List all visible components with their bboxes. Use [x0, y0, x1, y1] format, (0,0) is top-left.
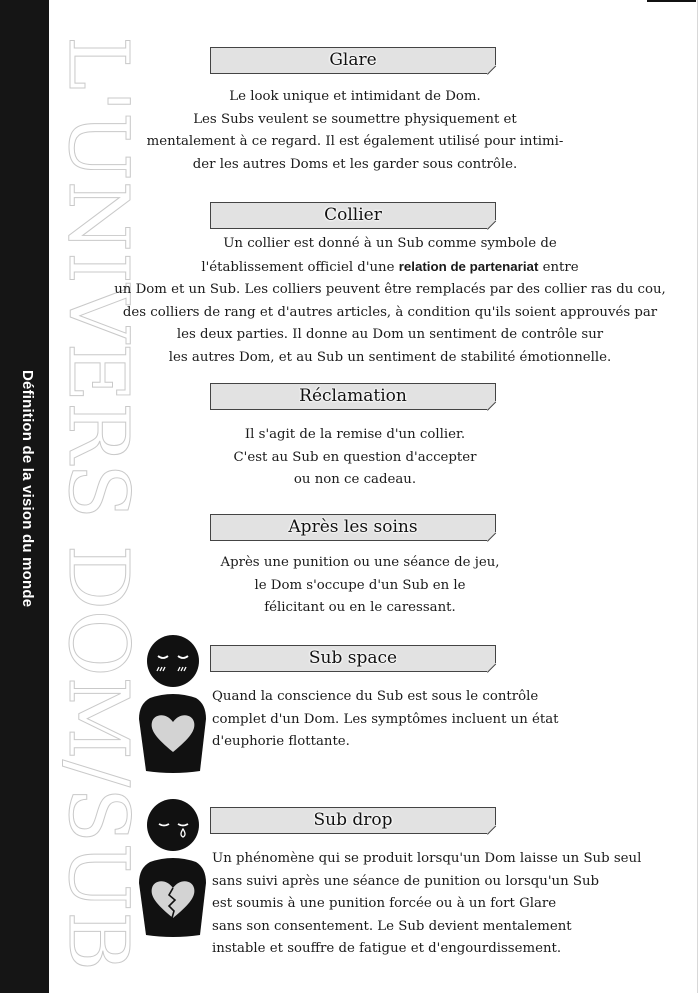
body-line: les deux parties. Il donne au Dom un sentiment de contrôle sur — [176, 327, 604, 342]
body-line: d'euphorie flottante. — [212, 734, 350, 749]
body-line-end: entre — [542, 259, 579, 275]
page-curl-icon — [487, 220, 496, 229]
section-banner-reclamation — [210, 383, 496, 410]
section-banner-sub-drop — [210, 807, 496, 834]
body-line: les autres Dom, et au Sub un sentiment de stabilité émotionnelle. — [168, 349, 612, 365]
section-body-glare — [130, 86, 580, 176]
body-line: C'est au Sub en question d'accepter — [233, 449, 477, 465]
section-title: Glare — [329, 50, 377, 70]
section-title: Collier — [324, 205, 382, 225]
watermark-text: L'UNIVERS DOM/SUB — [50, 36, 145, 980]
body-line: Un collier est donné à un Sub comme symbole de — [223, 236, 557, 251]
section-body-sub-drop — [212, 848, 641, 961]
crying-figure-broken-heart-icon — [136, 798, 206, 952]
body-line: sans suivi après une séance de punition ou lorsqu'un Sub — [212, 873, 600, 889]
watermark-title — [50, 34, 145, 980]
body-line: Les Subs veulent se soumettre physiquement et — [193, 111, 517, 127]
body-line: le Dom s'occupe d'un Sub en le — [254, 577, 466, 593]
page-curl-icon — [487, 401, 496, 410]
section-title: Réclamation — [299, 386, 407, 406]
body-line: Le look unique et intimidant de Dom. — [229, 89, 481, 104]
section-banner-glare — [210, 47, 496, 74]
body-line: sans son consentement. Le Sub devient mentalement — [212, 918, 572, 934]
body-line: mentalement à ce regard. Il est également utilisé pour intimi- — [146, 134, 564, 149]
page-curl-icon — [487, 532, 496, 541]
body-line: Un phénomène qui se produit lorsqu'un Dom laisse un Sub seul — [212, 851, 642, 866]
body-line: félicitant ou en le caressant. — [264, 600, 456, 615]
body-line: un Dom et un Sub. Les colliers peuvent être remplacés par des collier ras du cou, — [114, 282, 666, 297]
body-line: Après une punition ou une séance de jeu, — [220, 555, 500, 570]
body-line: der les autres Doms et les garder sous contrôle. — [192, 156, 518, 172]
body-line: complet d'un Dom. Les symptômes incluent un état — [212, 711, 559, 727]
body-line: des colliers de rang et d'autres articles, à condition qu'ils soient approuvés par — [122, 304, 658, 320]
section-body-collier — [90, 233, 690, 369]
body-line: instable et souffre de fatigue et d'engourdissement. — [212, 941, 562, 956]
body-line-start: l'établissement officiel d'une — [201, 259, 395, 275]
section-banner-apres-les-soins — [210, 514, 496, 541]
body-line: Quand la conscience du Sub est sous le contrôle — [212, 689, 539, 704]
section-title: Après les soins — [288, 517, 418, 537]
body-line: ou non ce cadeau. — [293, 472, 417, 487]
page-edge — [697, 0, 698, 993]
section-body-apres-les-soins — [200, 552, 520, 620]
body-line: est soumis à une punition forcée ou à un fort Glare — [212, 896, 557, 911]
section-body-sub-space — [212, 686, 559, 754]
page-curl-icon — [487, 663, 496, 672]
body-line — [90, 256, 690, 280]
body-line: Il s'agit de la remise d'un collier. — [244, 427, 466, 442]
emphasis-text: relation de partenariat — [398, 258, 539, 274]
blushing-figure-heart-icon — [136, 634, 206, 783]
section-title: Sub drop — [313, 810, 393, 830]
section-banner-sub-space — [210, 645, 496, 672]
section-banner-collier — [210, 202, 496, 229]
section-title: Sub space — [308, 648, 398, 668]
section-body-reclamation — [200, 424, 510, 492]
top-rule — [647, 0, 696, 2]
sidebar-label: Définition de la vision du monde — [19, 370, 36, 608]
page-curl-icon — [487, 65, 496, 74]
page-curl-icon — [487, 825, 496, 834]
